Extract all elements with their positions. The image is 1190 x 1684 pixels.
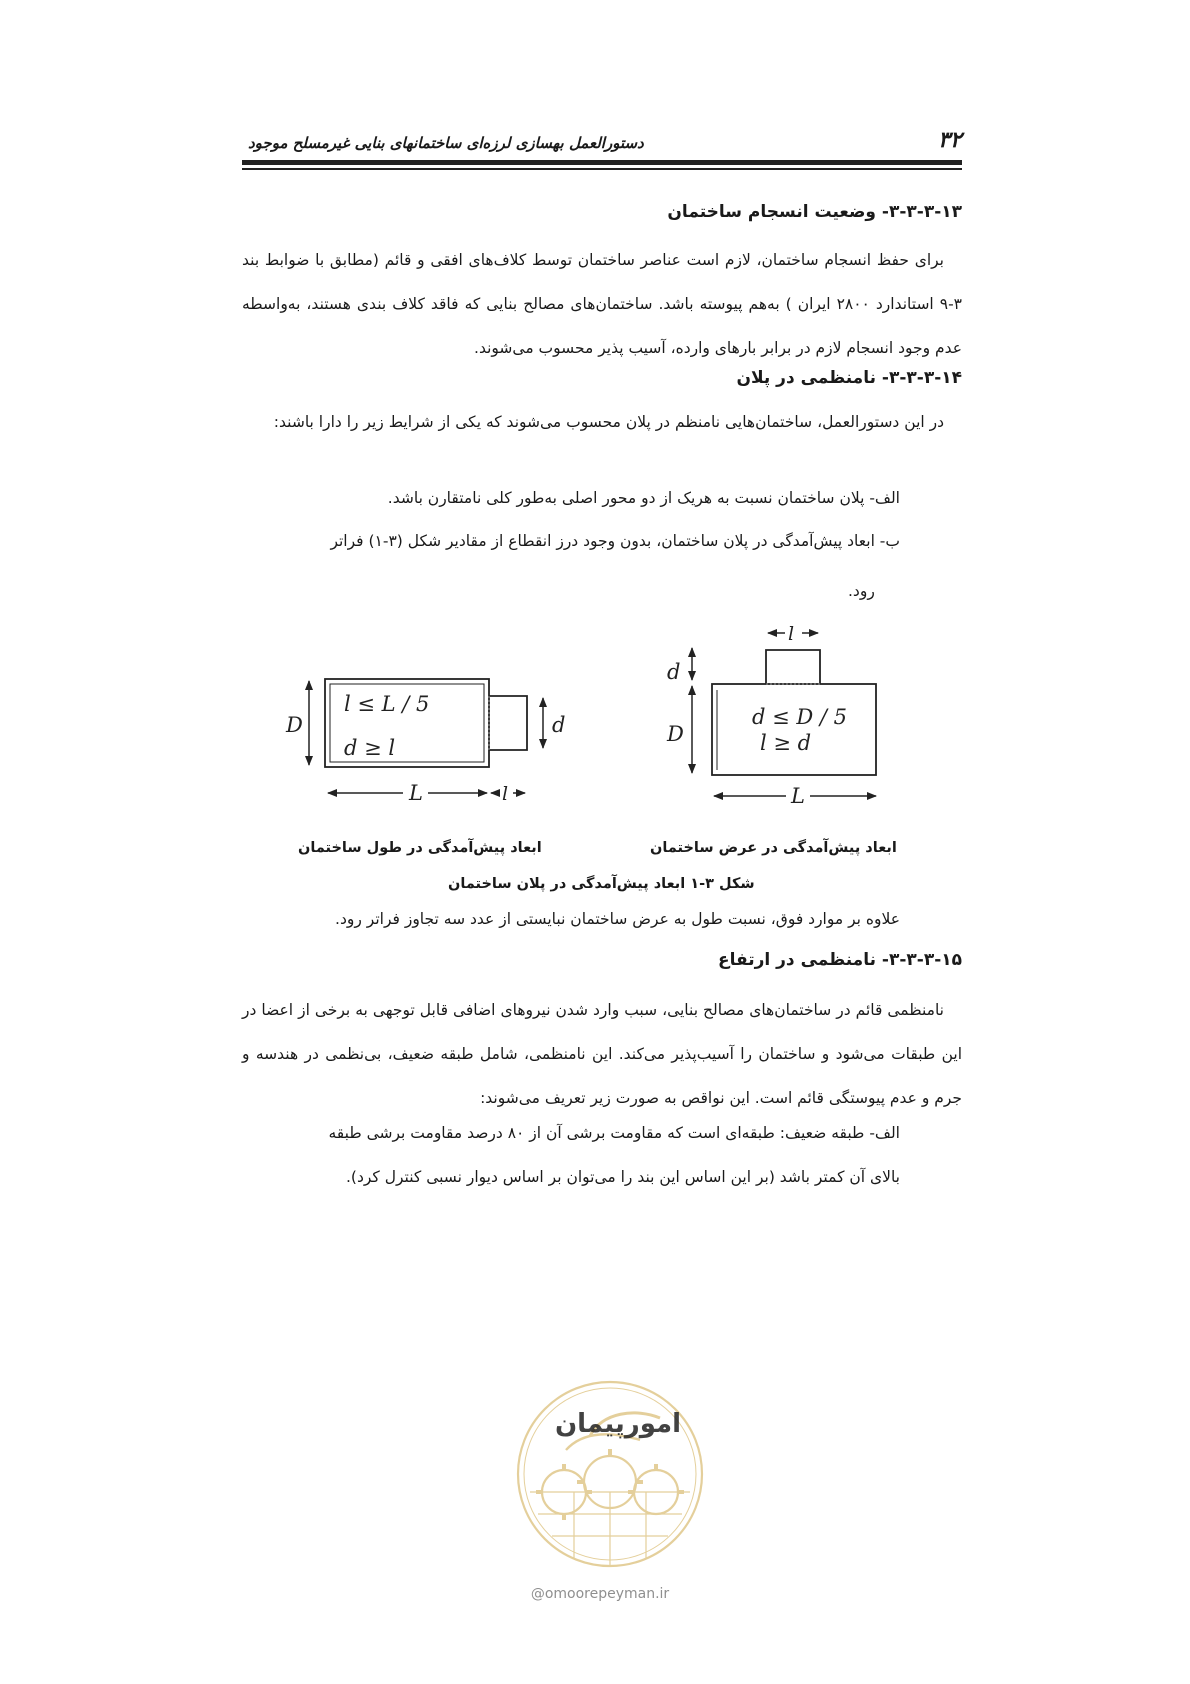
formula-right-2: l ≥ d (760, 731, 812, 755)
section-14-paragraph: در این دستورالعمل، ساختمان‌هایی نامنظم در پلان محسوب می‌شوند که یکی از شرایط زیر را دارا باشند: (273, 413, 944, 431)
section-heading-14: ۳-۳-۳-۱۴- نامنظمی در پلان (736, 368, 962, 388)
label-d-left: d (552, 713, 566, 737)
formula-right-1: d ≤ D / 5 (752, 705, 848, 729)
label-L-left: L (409, 781, 423, 805)
watermark-url: @omoorepeyman.ir (530, 1586, 670, 1602)
projection-rect-left (489, 696, 527, 750)
section-13-paragraph: برای حفظ انسجام ساختمان، لازم است عناصر ساختمان توسط کلاف‌های افقی و قائم (مطابق با ضوابط بند ۳-۹ استاندارد ۲۸۰۰ ایران ) به‌هم پیوسته باشد. ساختمان‌های مصالح بنایی که فاقد کلاف بندی هستند، به‌واسطه عدم وجود انسجام لازم در برابر بارهای وارده، آسیب پذیر محسوب می‌شوند. (242, 251, 962, 357)
figure-caption: شکل ۳-۱ ابعاد پیش‌آمدگی در پلان ساختمان (448, 876, 755, 892)
formula-left-2: d ≥ l (344, 736, 396, 760)
label-d-right: d (667, 660, 681, 684)
label-l-left: l (502, 783, 509, 805)
label-D-right: D (667, 722, 684, 746)
section-15-paragraph: نامنظمی قائم در ساختمان‌های مصالح بنایی، سبب وارد شدن نیروهای اضافی قابل توجهی به برخی از اعضا در این طبقات می‌شود و ساختمان را آسیب‌پذیر می‌کند. این نامنظمی، شامل طبقه ضعیف، بی‌نظمی در هندسه و جرم و عدم پیوستگی قائم است. این نواقص به صورت زیر تعریف می‌شوند: (242, 1001, 962, 1107)
section-heading-13: ۳-۳-۳-۱۳- وضعیت انسجام ساختمان (667, 202, 962, 222)
projection-rect-right (766, 650, 820, 684)
page-number: ۳۲ (938, 128, 962, 153)
figure-left-caption: ابعاد پیش‌آمدگی در طول ساختمان (298, 840, 542, 856)
label-l-right: l (788, 623, 795, 645)
running-header-title: دستورالعمل بهسازی لرزه‌ای ساختمانهای بنایی غیرمسلح موجود (248, 134, 644, 152)
watermark-logo-text: امورپیمان (554, 1409, 682, 1439)
watermark-logo (490, 1374, 730, 1574)
weak-story-line1: الف- طبقه ضعیف: طبقه‌ای است که مقاومت برشی آن از ۸۰ درصد مقاومت برشی طبقه (328, 1124, 900, 1142)
figure-right-caption: ابعاد پیش‌آمدگی در عرض ساختمان (650, 840, 897, 856)
item-b-line1: ب- ابعاد پیش‌آمدگی در پلان ساختمان، بدون وجود درز انقطاع از مقادیر شکل (۳-۱) فراتر (330, 532, 900, 550)
figure-right-width-projection (666, 623, 876, 808)
item-b-line2: رود. (848, 582, 875, 600)
length-width-ratio-note: علاوه بر موارد فوق، نسبت طول به عرض ساختمان نبایستی از عدد سه تجاوز فراتر رود. (335, 910, 900, 928)
formula-left-1: l ≤ L / 5 (344, 692, 430, 716)
figure-left-length-projection (285, 679, 565, 805)
label-L-right: L (791, 784, 805, 808)
main-plan-rect-right (712, 684, 876, 775)
item-a-plan-asymmetry: الف- پلان ساختمان نسبت به هریک از دو محور اصلی به‌طور کلی نامتقارن باشد. (387, 489, 900, 507)
label-D-left: D (286, 713, 303, 737)
weak-story-line2: بالای آن کمتر باشد (بر این اساس این بند را می‌توان بر اساس دیوار نسبی کنترل کرد). (345, 1168, 900, 1186)
section-heading-15: ۳-۳-۳-۱۵- نامنظمی در ارتفاع (718, 950, 962, 970)
